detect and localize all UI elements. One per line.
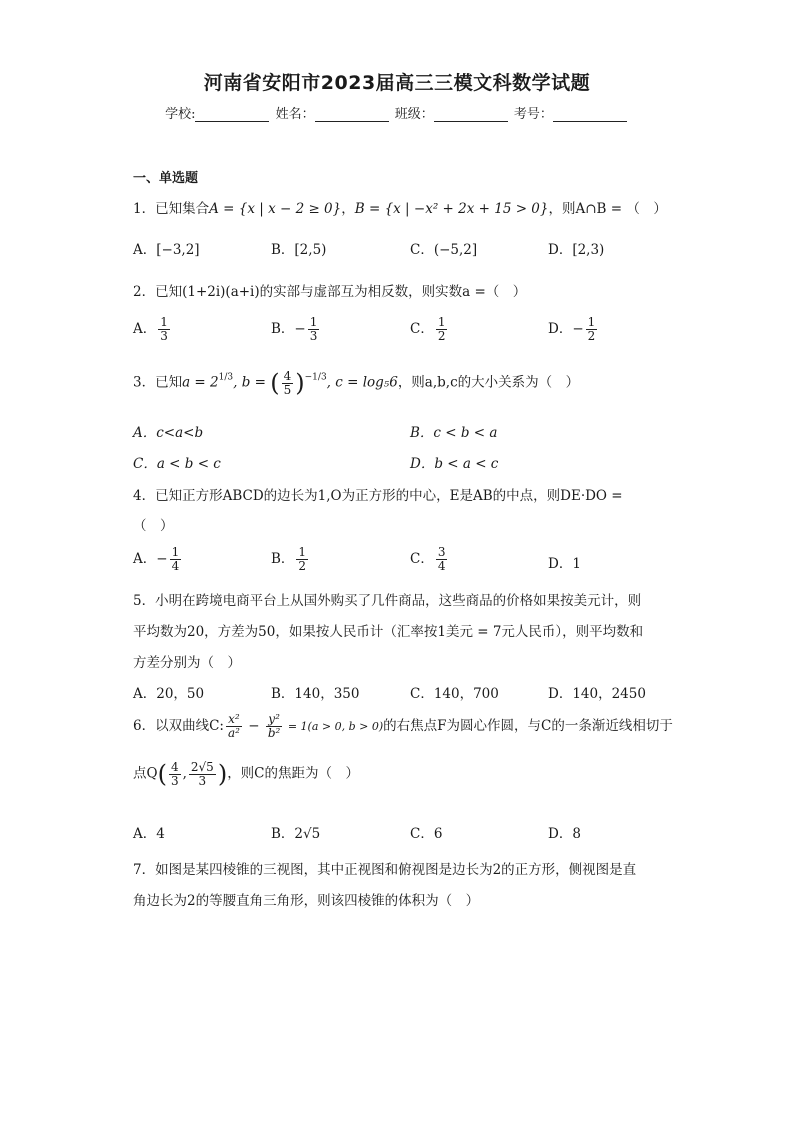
section-heading: 一、单选题 [133,171,199,186]
school-blank[interactable] [195,108,269,122]
q6-tail: 的右焦点F为圆心作圆，与C的一条渐近线相切于 [383,718,673,734]
q1-options [133,238,693,268]
question-5-line-2: 平均数为20，方差为50，如果按人民币计（汇率按1美元 = 7元人民币），则平均数和 [133,624,644,640]
q1-option-d[interactable]: D．[2,3) [548,242,605,258]
question-3: 3．已知$a = 2^{1/3}$, b = ( $\frac{4}{5}$ )$^{-1/3}$, c = log₅6，则a,b,c的大小关系为（ ） [133,368,580,397]
question-4-line-2: （ ） [133,518,174,534]
q3-c-expr: , c = log₅6 [326,374,398,391]
page-title: 河南省安阳市2023届高三三模文科数学试题 [203,72,591,94]
q6-lead: 6．以双曲线C: [133,718,224,734]
q1-sep: ， [341,201,355,217]
q3-b-frac: $\frac{4}{5}$ [283,368,292,397]
q3-lead: 3．已知 [133,374,183,391]
q2-options [133,316,693,346]
q6-condition: = 1(a > 0, b > 0) [284,720,384,733]
q4-option-b[interactable]: B． $\frac{1}{2}$ [271,545,307,573]
q2-option-d[interactable]: D．− $\frac{1}{2}$ [548,315,596,343]
q5-option-a[interactable]: A．20，50 [133,686,205,702]
q1-tail: ，则A∩B = （ ） [548,201,667,217]
q1-option-c[interactable]: C．(−5,2] [410,242,478,258]
q4-options [133,546,693,576]
school-label: 学校: [165,107,196,122]
q5-options [133,682,693,712]
question-7-line-2: 角边长为2的等腰直角三角形，则该四棱锥的体积为（ ） [133,893,480,909]
q2-option-a[interactable]: A． $\frac{1}{3}$ [133,315,168,343]
q5-option-c[interactable]: C．140，700 [410,686,499,702]
name-blank[interactable] [315,108,389,122]
q6-option-d[interactable]: D．8 [548,826,581,842]
student-info-row [0,103,794,122]
question-7-line-1: 7．如图是某四棱锥的三视图，其中正视图和俯视图是边长为2的正方形，侧视图是直 [133,862,637,878]
class-label: 班级： [394,107,434,122]
q1-lead: 1．已知集合 [133,201,210,217]
q3-b-exp: −1/3 [304,372,327,383]
q3-option-c[interactable]: C．a < b < c [133,456,221,472]
q1-set-b: B = {x | −x² + 2x + 15 > 0} [354,201,549,217]
q6-point-label: 点Q [133,765,158,782]
q2-option-c[interactable]: C． $\frac{1}{2}$ [410,315,446,343]
question-4-line-1: 4．已知正方形ABCD的边长为1,O为正方形的中心，E是AB的中点，则DE·DO = [133,488,623,504]
q6-options [133,822,693,852]
q2-option-b[interactable]: B．− $\frac{1}{3}$ [271,315,318,343]
name-label: 姓名： [275,107,315,122]
q6-option-c[interactable]: C．6 [410,826,443,842]
q1-set-a: A = {x | x − 2 ≥ 0} [209,201,342,217]
q5-option-d[interactable]: D．140，2450 [548,686,646,702]
q6-line2-tail: ，则C的焦距为（ ） [227,765,360,782]
number-label: 考号： [513,107,553,122]
q4-option-c[interactable]: C． $\frac{3}{4}$ [410,545,446,573]
q1-option-a[interactable]: A．[−3,2] [133,242,200,258]
q6-option-a[interactable]: A．4 [133,826,165,842]
q3-option-b[interactable]: B．c < b < a [410,425,498,441]
q3-a-expr: a = 2 [182,374,219,391]
q4-option-a[interactable]: A．− $\frac{1}{4}$ [133,545,180,573]
question-6-line-1: 6．以双曲线C: $\frac{\text{x²}}{\text{a²}}$ − $\frac{\text{y²}}{\text{b²}}$ = 1(a > 0, b > 0)的右焦点F为圆心作圆，与C的一条渐近线相切于 [133,712,673,740]
q3-option-d[interactable]: D．b < a < c [410,456,499,472]
question-2: 2．已知(1+2i)(a+i)的实部与虚部互为相反数，则实数a =（ ） [133,284,527,300]
q4-option-d[interactable]: D．1 [548,556,581,572]
q3-option-a[interactable]: A．c<a<b [133,425,204,441]
q3-options-row1 [133,421,693,451]
question-6-line-2: 点Q( $\frac{4}{3}$ , $\frac{2√5}{3}$ )，则C的焦距为（ ） [133,759,360,788]
question-5-line-1: 5．小明在跨境电商平台上从国外购买了几件商品，这些商品的价格如果按美元计，则 [133,593,642,609]
q3-b-expr: , b = [233,374,271,391]
q3-options-row2 [133,452,693,482]
q1-option-b[interactable]: B．[2,5) [271,242,327,258]
question-5-line-3: 方差分别为（ ） [133,655,241,671]
q6-option-b[interactable]: B．2√5 [271,826,321,842]
q5-option-b[interactable]: B．140，350 [271,686,360,702]
q3-a-exp: 1/3 [218,372,234,383]
question-1 [133,197,667,217]
class-blank[interactable] [434,108,508,122]
q3-tail: ，则a,b,c的大小关系为（ ） [397,374,580,391]
number-blank[interactable] [553,108,627,122]
